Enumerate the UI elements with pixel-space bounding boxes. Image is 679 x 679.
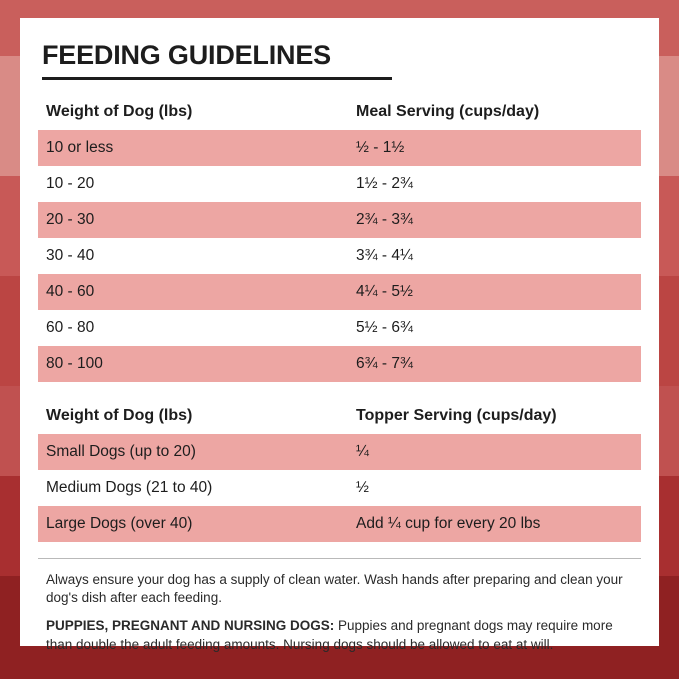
cell-serving: 3¾ - 4¼ bbox=[348, 238, 641, 274]
cell-serving: ½ - 1½ bbox=[348, 130, 641, 166]
table-row bbox=[38, 166, 641, 202]
water-note: Always ensure your dog has a supply of clean water. Wash hands after preparing and clean your dog's dish after each feeding. bbox=[46, 572, 623, 606]
notes-section bbox=[38, 558, 641, 654]
cell-weight: 10 - 20 bbox=[38, 166, 348, 202]
table-row bbox=[38, 470, 641, 506]
cell-dog-size: Medium Dogs (21 to 40) bbox=[38, 470, 348, 506]
puppies-note-lead: PUPPIES, PREGNANT AND NURSING DOGS: bbox=[46, 618, 335, 634]
table-row bbox=[38, 238, 641, 274]
table-row bbox=[38, 202, 641, 238]
table-row bbox=[38, 434, 641, 470]
topper-serving-table bbox=[38, 398, 641, 542]
cell-serving: 1½ - 2¾ bbox=[348, 166, 641, 202]
cell-weight: 30 - 40 bbox=[38, 238, 348, 274]
table-header-row bbox=[38, 398, 641, 434]
cell-topper-serving: ½ bbox=[348, 470, 641, 506]
table-row bbox=[38, 506, 641, 542]
cell-topper-serving: ¼ bbox=[348, 434, 641, 470]
section-spacer bbox=[38, 382, 641, 398]
cell-weight: 20 - 30 bbox=[38, 202, 348, 238]
cell-dog-size: Small Dogs (up to 20) bbox=[38, 434, 348, 470]
table-row bbox=[38, 310, 641, 346]
cell-weight: 80 - 100 bbox=[38, 346, 348, 382]
column-header-meal-serving: Meal Serving (cups/day) bbox=[356, 103, 540, 120]
feeding-guidelines-card bbox=[20, 18, 659, 652]
cell-topper-serving: Add ¼ cup for every 20 lbs bbox=[348, 506, 641, 542]
cell-serving: 6¾ - 7¾ bbox=[348, 346, 641, 382]
puppies-note bbox=[46, 617, 631, 653]
table-row bbox=[38, 130, 641, 166]
column-header-topper-serving: Topper Serving (cups/day) bbox=[356, 407, 557, 424]
cell-weight: 60 - 80 bbox=[38, 310, 348, 346]
table-header-row bbox=[38, 94, 641, 130]
cell-weight: 40 - 60 bbox=[38, 274, 348, 310]
page-title: FEEDING GUIDELINES bbox=[42, 40, 331, 70]
table-row bbox=[38, 346, 641, 382]
title-underline bbox=[42, 77, 392, 80]
cell-weight: 10 or less bbox=[38, 130, 348, 166]
meal-serving-table bbox=[38, 94, 641, 382]
cell-serving: 4¼ - 5½ bbox=[348, 274, 641, 310]
column-header-weight: Weight of Dog (lbs) bbox=[46, 103, 193, 120]
puppies-note-text: Puppies and pregnant dogs may require more than double the adult feeding amounts. Nursing dogs should be allowed to eat at will. bbox=[46, 618, 613, 652]
column-header-weight: Weight of Dog (lbs) bbox=[46, 407, 193, 424]
cell-serving: 5½ - 6¾ bbox=[348, 310, 641, 346]
table-row bbox=[38, 274, 641, 310]
cell-serving: 2¾ - 3¾ bbox=[348, 202, 641, 238]
cell-dog-size: Large Dogs (over 40) bbox=[38, 506, 348, 542]
